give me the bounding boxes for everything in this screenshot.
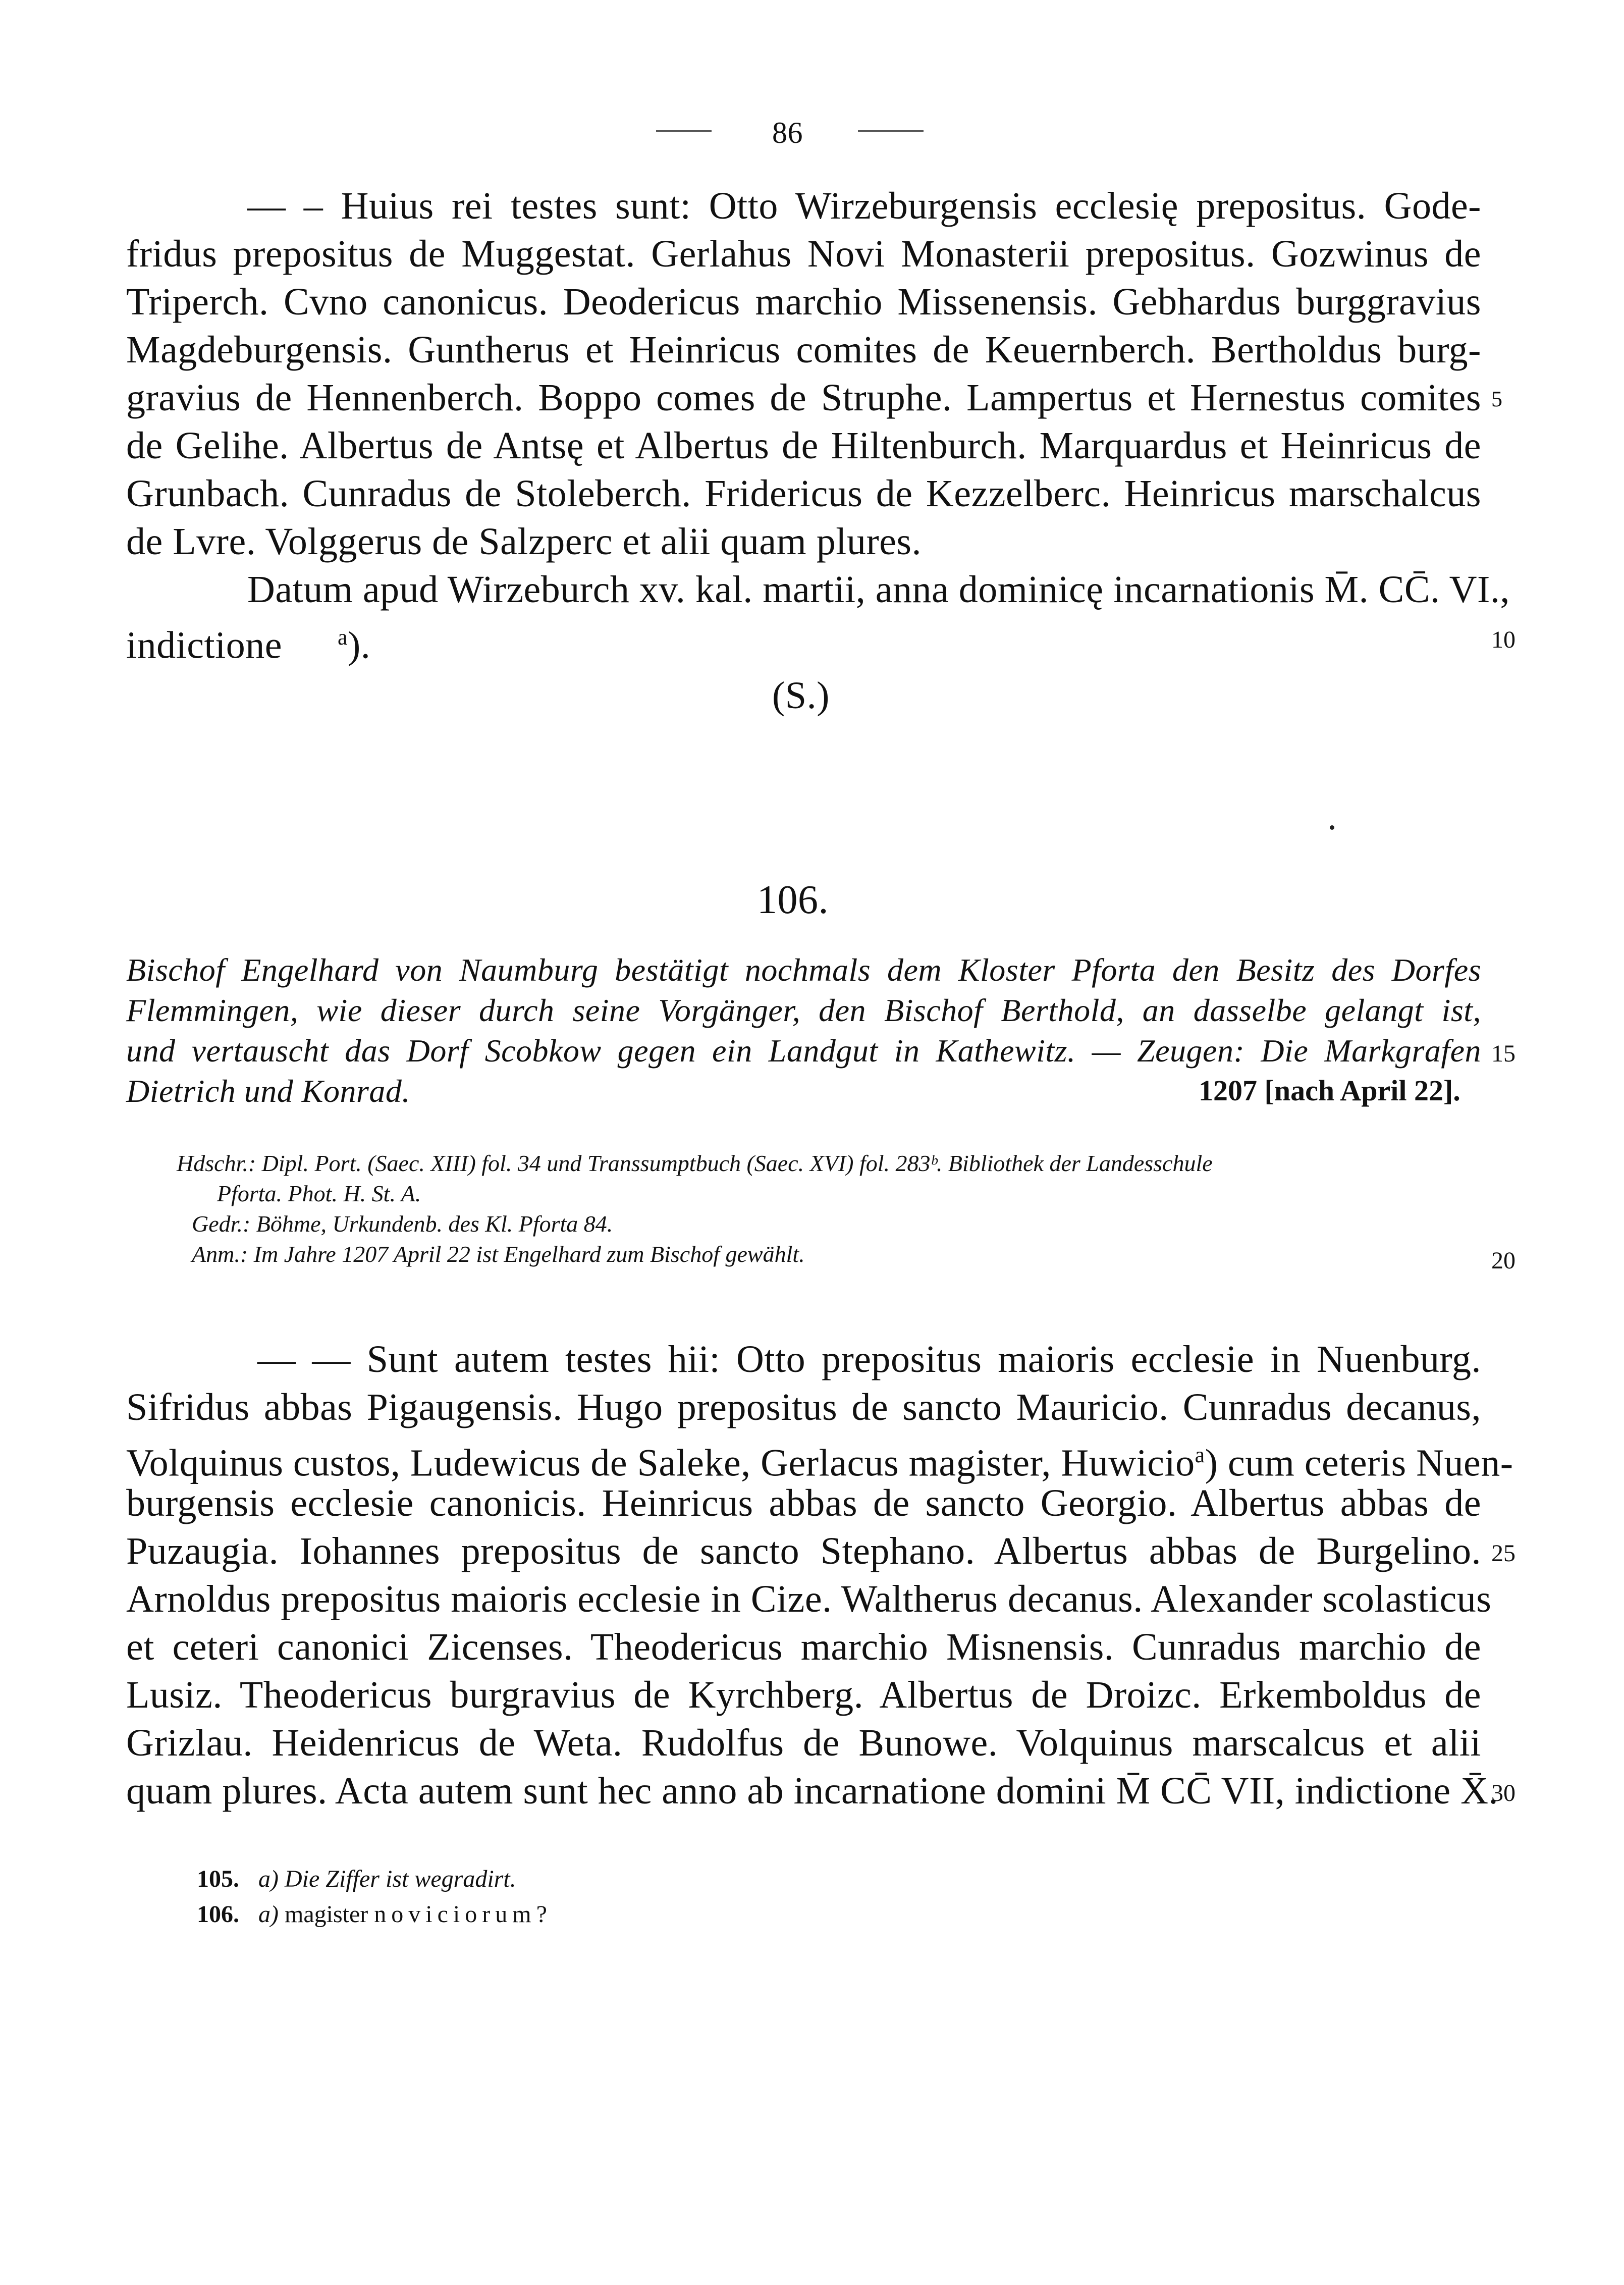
document-date: 1207 [nach April 22].: [1199, 1074, 1460, 1107]
footnote: [197, 1865, 516, 1893]
source-text: Dipl. Port. (Saec. XIII) fol. 34 und Transsumptbuch (Saec. XVI) fol. 283ᵇ. Bibliothek der Landesschule: [261, 1150, 1213, 1176]
document-number: 106.: [757, 878, 829, 922]
line-number: 25: [1491, 1540, 1515, 1567]
seal-mark: (S.): [772, 674, 830, 717]
source-line: Pforta. Phot. H. St. A.: [217, 1181, 421, 1206]
text-line: de Lvre. Volggerus de Salzperc et alii quam plures.: [126, 520, 922, 563]
header-rule-right: [858, 130, 924, 132]
text-line: Grizlau. Heidenricus de Weta. Rudolfus de Bunowe. Volquinus marscalcus et alii: [126, 1722, 1481, 1764]
text-line: — – Huius rei testes sunt: Otto Wirzeburgensis ecclesię prepositus. Gode-: [247, 185, 1481, 227]
footnote-mark: a): [258, 1866, 279, 1892]
text-line: quam plures. Acta autem sunt hec anno ab incarnatione domini M̄ CC̄ VII, indictione X̄.: [126, 1770, 1498, 1812]
text-line: fridus prepositus de Muggestat. Gerlahus Novi Monasterii prepositus. Gozwinus de: [126, 233, 1481, 275]
regest-line: Flemmingen, wie dieser durch seine Vorgänger, den Bischof Berthold, an dasselbe gelangt ist,: [126, 992, 1481, 1028]
text-line-tail: ) cum ceteris Nuen-: [1205, 1442, 1513, 1484]
footnote-text: magister: [284, 1901, 368, 1928]
text-line: indictione $^a$).: [126, 624, 371, 667]
text-line: et ceteri canonici Zicenses. Theodericus marchio Misnensis. Cunradus marchio de: [126, 1626, 1481, 1668]
line-number: 10: [1491, 626, 1515, 653]
line-number: 5: [1491, 387, 1502, 411]
text-line: Magdeburgensis. Guntherus et Heinricus comites de Keuernberch. Bertholdus burg-: [126, 329, 1481, 371]
source-text: Böhme, Urkundenb. des Kl. Pforta 84.: [256, 1211, 613, 1237]
text-line: gravius de Hennenberch. Boppo comes de Struphe. Lampertus et Hernestus comites: [126, 377, 1481, 419]
regest-line: Bischof Engelhard von Naumburg bestätigt nochmals dem Kloster Pforta den Besitz des Dorfes: [126, 952, 1481, 988]
line-number: 30: [1491, 1780, 1515, 1806]
footnote-text-spaced: noviciorum?: [374, 1901, 552, 1928]
source-line: [177, 1150, 1481, 1177]
text-line: Arnoldus prepositus maioris ecclesie in Cize. Waltherus decanus. Alexander scolasticus: [126, 1578, 1492, 1620]
footnote-mark: a): [258, 1901, 279, 1928]
text-line-body: indictione: [126, 624, 282, 667]
footnote: [197, 1900, 552, 1928]
ink-dot: [1330, 825, 1334, 830]
regest-line: Dietrich und Konrad.: [126, 1073, 410, 1109]
header-rule-left: [656, 130, 712, 132]
footnote-number: 105.: [197, 1866, 239, 1892]
text-line-body: Volquinus custos, Ludewicus de Saleke, Gerlacus magister, Huwicio: [126, 1442, 1195, 1484]
text-line: Datum apud Wirzeburch xv. kal. martii, anna dominicę incarnationis M̄. CC̄. VI.,: [247, 568, 1510, 611]
text-line: Triperch. Cvno canonicus. Deodericus marchio Missenensis. Gebhardus burggravius: [126, 281, 1481, 323]
text-line: burgensis ecclesie canonicis. Heinricus abbas de sancto Georgio. Albertus abbas de: [126, 1482, 1481, 1524]
source-line: [192, 1241, 805, 1267]
text-line: Puzaugia. Iohannes prepositus de sancto Stephano. Albertus abbas de Burgelino.: [126, 1530, 1481, 1572]
source-text: Im Jahre 1207 April 22 ist Engelhard zum Bischof gewählt.: [253, 1241, 805, 1267]
note-mark: a: [1195, 1443, 1205, 1467]
page-number: 86: [772, 116, 803, 149]
footnote-number: 106.: [197, 1901, 239, 1928]
source-label: Anm.:: [192, 1241, 248, 1267]
text-line: — — Sunt autem testes hii: Otto prepositus maioris ecclesie in Nuenburg.: [257, 1338, 1481, 1380]
note-mark: a: [337, 625, 348, 650]
source-label: Hdschr.:: [177, 1150, 256, 1176]
source-line: [192, 1210, 613, 1237]
text-line: Grunbach. Cunradus de Stoleberch. Fridericus de Kezzelberc. Heinricus marschalcus: [126, 472, 1481, 515]
regest-line: und vertauscht das Dorf Scobkow gegen ein Landgut in Kathewitz. — Zeugen: Die Markgrafen: [126, 1033, 1481, 1069]
line-number: 20: [1491, 1247, 1515, 1274]
text-line: Sifridus abbas Pigaugensis. Hugo prepositus de sancto Mauricio. Cunradus decanus,: [126, 1386, 1481, 1428]
source-label: Gedr.:: [192, 1211, 251, 1237]
footnote-text: Die Ziffer ist wegradirt.: [284, 1866, 516, 1892]
text-line: Lusiz. Theodericus burgravius de Kyrchberg. Albertus de Droizc. Erkemboldus de: [126, 1674, 1481, 1716]
line-number: 15: [1491, 1040, 1515, 1067]
text-line: de Gelihe. Albertus de Antsę et Albertus de Hiltenburch. Marquardus et Heinricus de: [126, 424, 1481, 467]
